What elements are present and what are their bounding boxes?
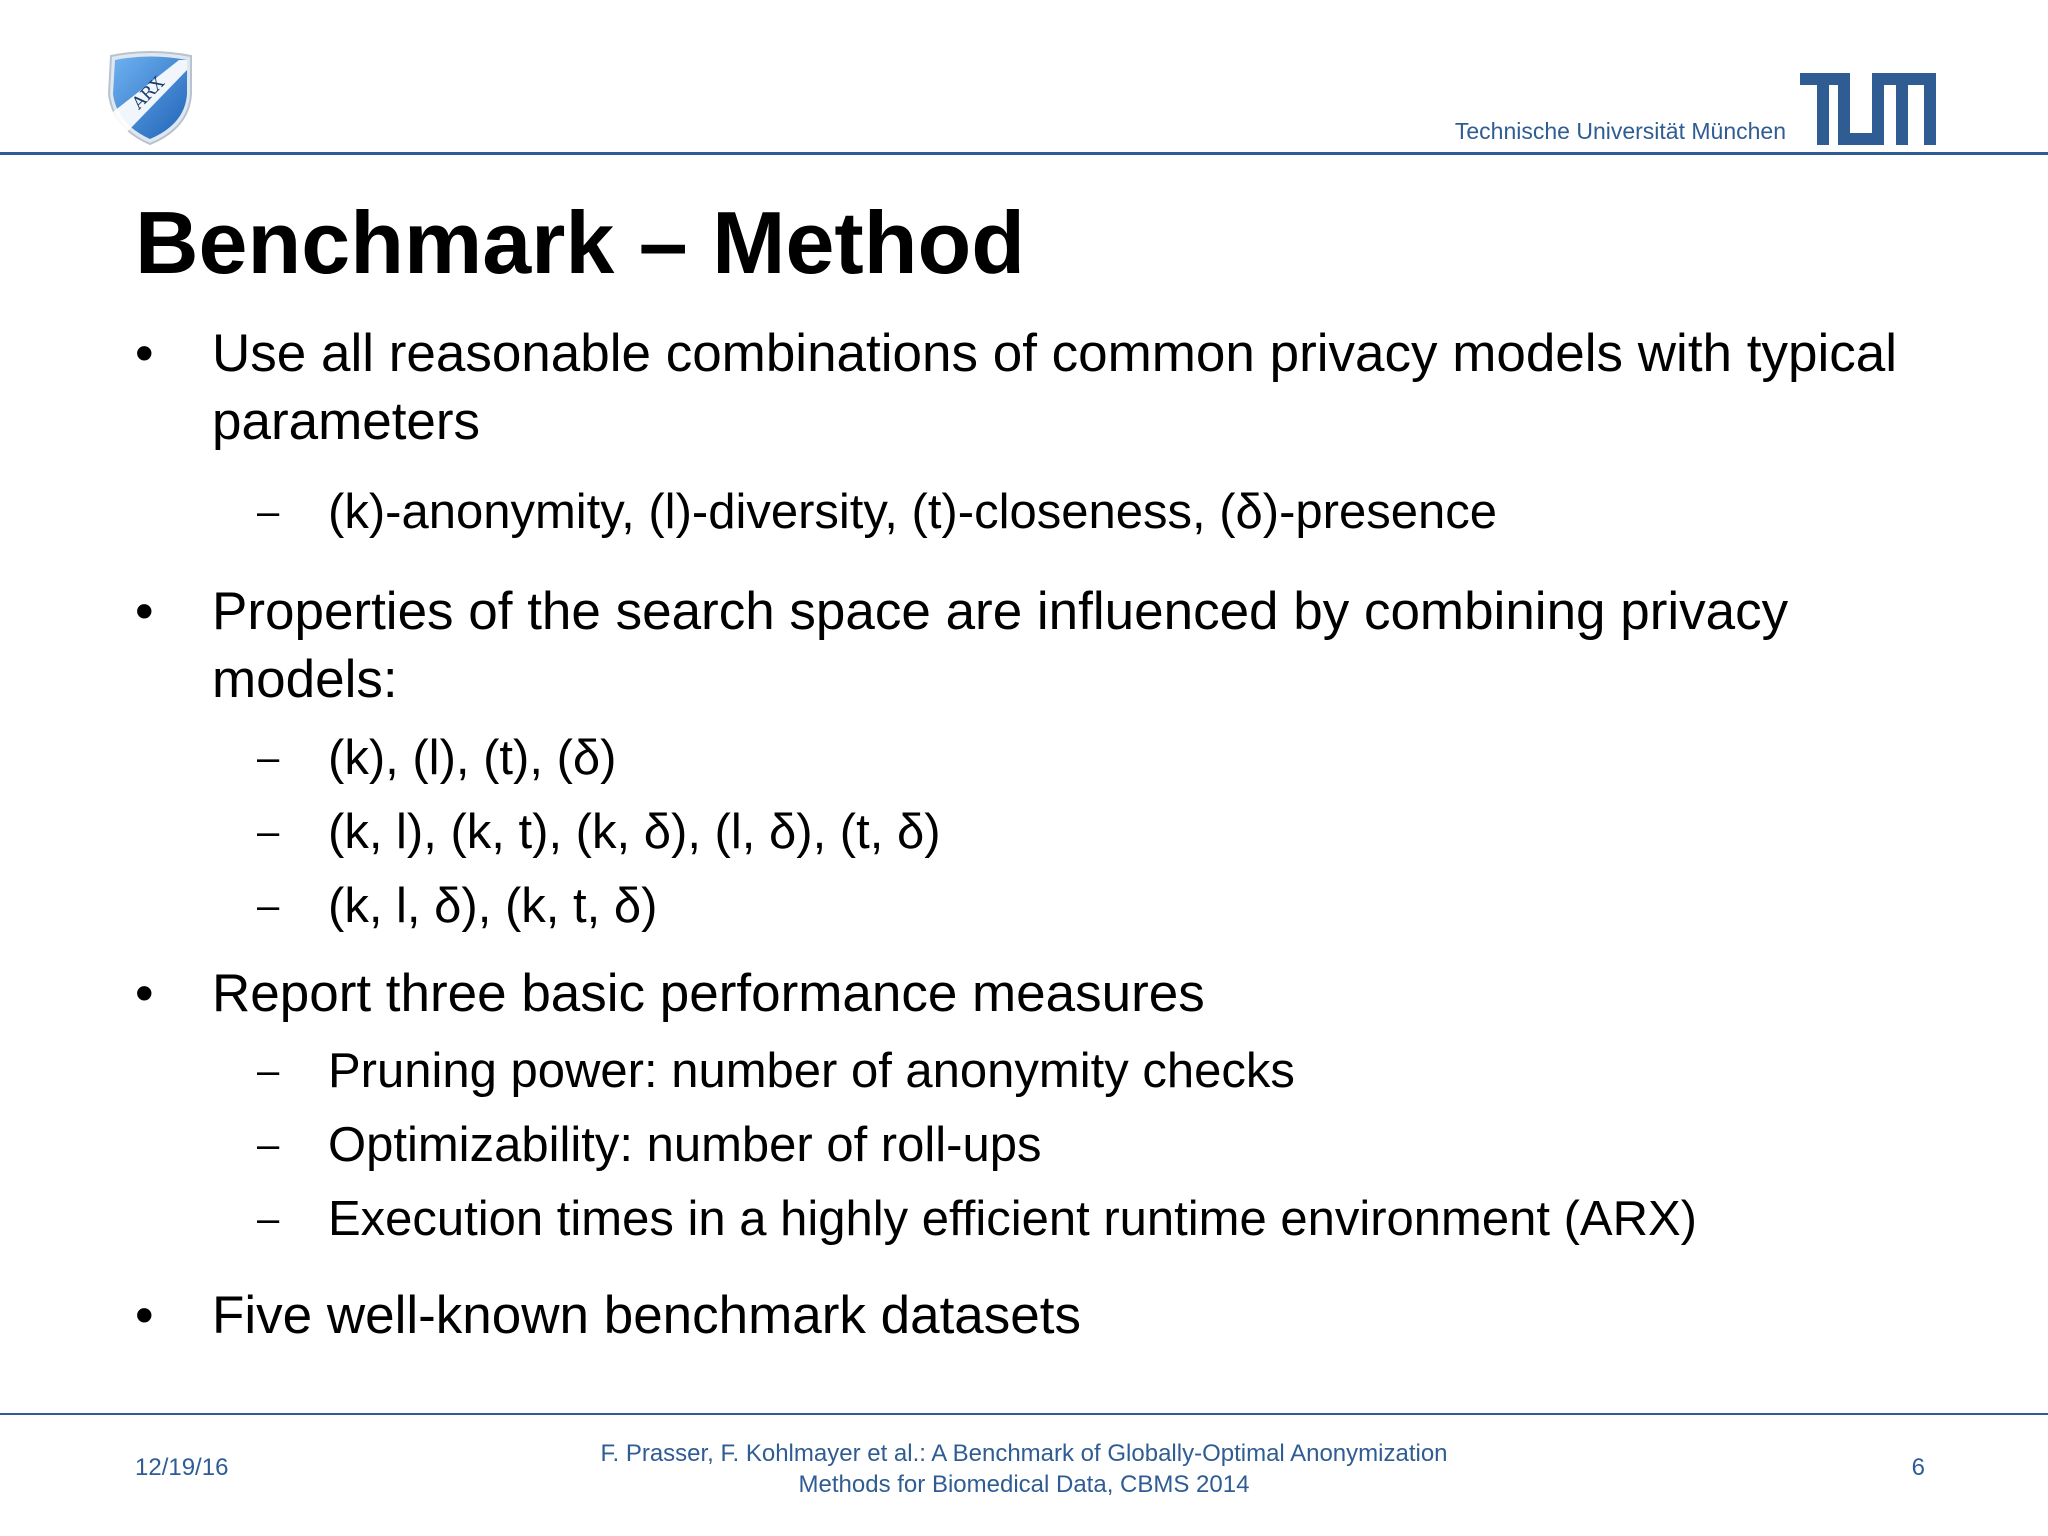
- footer-citation-line-1: F. Prasser, F. Kohlmayer et al.: A Benchmark of Globally-Optimal Anonymization: [600, 1440, 1448, 1467]
- footer-citation: [500, 1438, 1548, 1500]
- arx-logo-text: ARX: [128, 73, 169, 114]
- university-name: Technische Universität München: [1454, 118, 1786, 144]
- bullet-marker: •: [135, 964, 154, 1023]
- bullet-item-4: Five well-known benchmark datasets: [212, 1286, 1081, 1345]
- page-number: 6: [1911, 1454, 1925, 1481]
- dash-marker: –: [257, 1049, 280, 1093]
- bullet-marker: •: [135, 582, 154, 641]
- bullet-item-2: Properties of the search space are influenced by combining privacy models:: [212, 582, 1789, 709]
- footer-date: 12/19/16: [135, 1454, 229, 1481]
- slide-title: Benchmark – Method: [135, 193, 1025, 292]
- footer-divider: [0, 1413, 2048, 1415]
- sub-item-2-1: (k), (l), (t), (δ): [328, 731, 617, 785]
- footer-citation-line-2: Methods for Biomedical Data, CBMS 2014: [798, 1471, 1250, 1498]
- bullet-marker: •: [135, 1286, 154, 1345]
- dash-marker: –: [257, 1123, 280, 1167]
- dash-marker: –: [257, 884, 280, 928]
- dash-marker: –: [257, 736, 280, 780]
- sub-item-3-2: Optimizability: number of roll-ups: [328, 1118, 1042, 1172]
- sub-item-3-3: Execution times in a highly efficient runtime environment (ARX): [328, 1192, 1697, 1246]
- sub-item-2-3: (k, l, δ), (k, t, δ): [328, 879, 658, 933]
- bullet-marker: •: [135, 324, 154, 383]
- dash-marker: –: [257, 490, 280, 534]
- sub-item-2-2: (k, l), (k, t), (k, δ), (l, δ), (t, δ): [328, 805, 941, 859]
- sub-item-3-1: Pruning power: number of anonymity checks: [328, 1044, 1295, 1098]
- dash-marker: –: [257, 810, 280, 854]
- bullet-item-1: Use all reasonable combinations of common privacy models with typical parameters: [212, 324, 1897, 451]
- sub-item-1-1: (k)-anonymity, (l)-diversity, (t)-closeness, (δ)-presence: [328, 485, 1497, 539]
- dash-marker: –: [257, 1197, 280, 1241]
- bullet-item-3: Report three basic performance measures: [212, 964, 1205, 1023]
